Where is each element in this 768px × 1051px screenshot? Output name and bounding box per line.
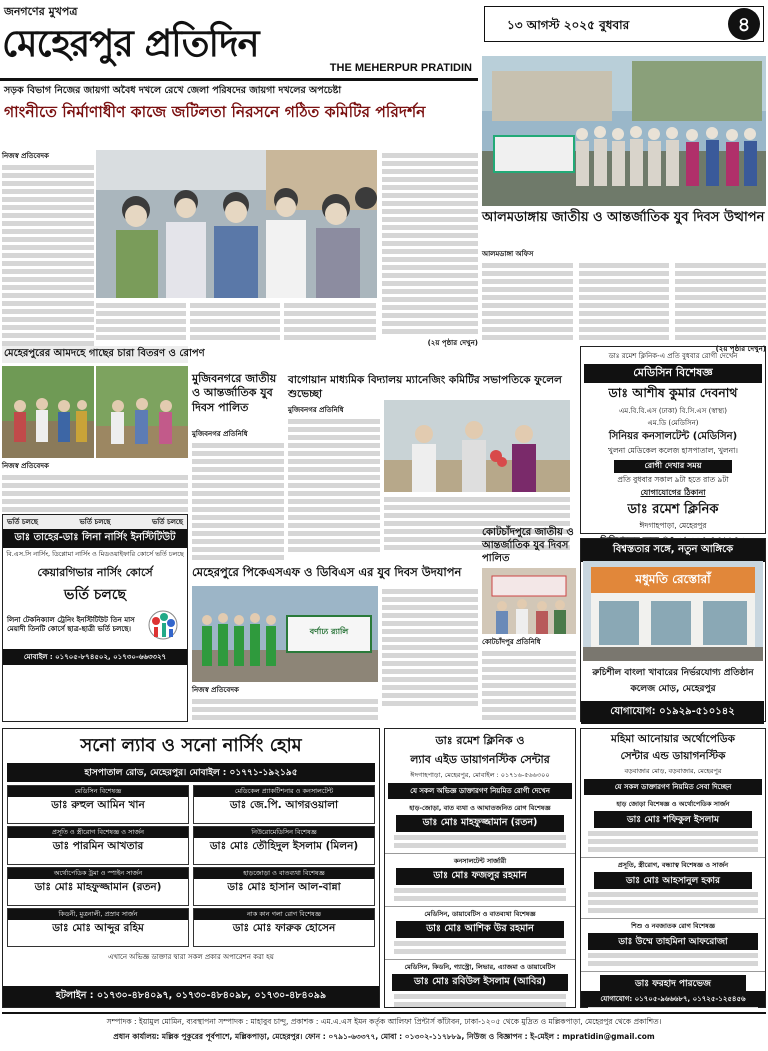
- mohima-address: বড়বাজার মোড়, বড়বাজার, মেহেরপুর: [624, 767, 722, 775]
- lead-text-lines-5: [382, 153, 478, 334]
- ramesh-lab-doctor-0-spec: হাড়-জোড়া, বাত ব্যথা ও আঘাতজনিত রোগ বিশেষজ্ঞ: [409, 804, 551, 812]
- lead-continue: (২য় পৃষ্ঠার দেখুন): [427, 339, 478, 347]
- ramesh-lab-ad[interactable]: [384, 728, 576, 1008]
- medicine-ad-time-label: রোগী দেখার সময়: [614, 460, 732, 473]
- sono-doctor-0-name: ডাঃ রুহুল আমিন খান: [51, 799, 145, 811]
- mohima-ad[interactable]: [580, 728, 766, 1008]
- ramesh-lab-doctor-1[interactable]: [385, 854, 575, 907]
- sono-doctor-1[interactable]: [193, 785, 375, 824]
- pkf-text: [192, 699, 378, 720]
- masthead: [0, 0, 478, 80]
- youth-rally-image: [482, 56, 766, 206]
- mohima-doctor-1-degrees: [588, 892, 758, 913]
- kotchand-headline[interactable]: কোটচাঁদপুরে জাতীয় ও আন্তর্জাতিক যুব দিবস পালিত: [482, 527, 574, 564]
- pkf-photo: [192, 586, 378, 682]
- footer-line2: প্রধান কার্যালয়: মল্লিক পুকুরের পূর্বপাশে, মল্লিকপাড়া, মেহেরপুর। ফোন : ০৭৯১-৬৩৩৭৭, মোবা : ০১৩০২-১১৭৮৮৯, নিউজ ও বিজ্ঞাপন : ই-মেইল : mpratidin@gmail.com: [113, 1032, 655, 1041]
- youth-headline[interactable]: আলমডাঙ্গায় জাতীয় ও আন্তর্জাতিক যুব দিবস উত্থাপন: [482, 210, 765, 225]
- ramesh-lab-title2: ল্যাব এইড ডায়াগনস্টিক সেন্টার: [410, 753, 550, 766]
- medicine-ad-doctor: ডাঃ আশীষ কুমার দেবনাথ: [608, 385, 738, 400]
- medicine-ad-clinic: ডাঃ রমেশ ক্লিনিক: [627, 502, 719, 517]
- youth-continue: (২য় পৃষ্ঠার দেখুন): [715, 345, 766, 353]
- nursing-ribbon-3: ভর্তি চলছে: [152, 518, 183, 526]
- lead-byline: নিজস্ব প্রতিবেদক: [2, 152, 49, 160]
- top-kicker: সড়ক বিভাগ নিজের জায়গা অবৈধ দখলে রেখে জেলা পরিষদের জায়গা দখলের অপচেষ্টা: [4, 85, 342, 96]
- mohima-doctor-2-degrees: [588, 953, 758, 966]
- ramesh-lab-notice: যে সকল অভিজ্ঞ ডাক্তারগণ নিয়মিত রোগী দেখেন: [388, 783, 572, 799]
- nursing-sub: বি.এস.সি নার্সিং, ডিপ্লোমা নার্সিং ও মিডওয়াইফারি কোর্সে ভর্তি চলছে: [6, 549, 184, 558]
- mohima-doctor-2[interactable]: [581, 919, 765, 972]
- youth-byline: আলমডাঙ্গা অফিস: [482, 250, 534, 258]
- inspection-image: [96, 150, 377, 298]
- sono-doctor-5-name: ডাঃ মোঃ হাসান আল-বান্না: [227, 881, 341, 893]
- lead-body-col5: [382, 150, 478, 347]
- ramesh-lab-doctor-3[interactable]: [385, 960, 575, 1012]
- sono-hotline[interactable]: হটলাইন : ০১৭৩০-৪৮৪০৯৭, ০১৭৩০-৪৮৪০৯৮, ০১৭৩০-৪৮৪০৯৯: [3, 986, 379, 1007]
- sono-doctor-5-spec: হাড়জোড়া ও বাতব্যথা বিশেষজ্ঞ: [194, 868, 374, 879]
- youth-body: [482, 248, 766, 353]
- ramesh-lab-doctor-2[interactable]: [385, 907, 575, 960]
- sono-doctor-grid: [3, 783, 379, 949]
- nursing-ad[interactable]: [2, 514, 188, 722]
- plant-byline: নিজস্ব প্রতিবেদক: [2, 462, 49, 470]
- nursing-ribbon: [3, 515, 187, 529]
- mohima-doctor-0-degrees: [588, 831, 758, 852]
- ramesh-lab-doctor-3-degrees: [394, 994, 566, 1007]
- mohima-doctor-0-spec: হাড় জোড়া বিশেষজ্ঞ ও অর্থোপেডিক সার্জন: [616, 800, 730, 808]
- sono-doctor-0[interactable]: [7, 785, 189, 824]
- sono-doctor-7[interactable]: [193, 908, 375, 947]
- medicine-ad-post: সিনিয়র কনসালটেন্ট (মেডিসিন): [608, 431, 738, 442]
- nursing-logo-icon: [143, 607, 183, 643]
- sono-doctor-7-name: ডাঃ মোঃ ফারুক হোসেন: [232, 922, 336, 934]
- pkf-body: [192, 684, 378, 722]
- masthead-title: মেহেরপুর প্রতিদিন: [2, 21, 259, 65]
- nursing-contact[interactable]: মোবাইল : ০১৭০৫-৮৭৪৫০২, ০১৭৩০-৬৬৩৩২৭: [3, 649, 187, 665]
- nursing-ribbon-1: ভর্তি চলছে: [7, 518, 38, 526]
- bagoyan-photo: [384, 400, 570, 492]
- sono-doctor-4[interactable]: [7, 867, 189, 906]
- sono-doctor-3-spec: নিউরোমেডিসিন বিশেষজ্ঞ: [194, 827, 374, 838]
- pkf-byline: নিজস্ব প্রতিবেদক: [192, 686, 239, 694]
- sono-doctor-1-spec: মেডিকেল প্র্যাকটিশনার ও কনসালটেন্ট: [194, 786, 374, 797]
- issue-date: ১৩ আগস্ট ২০২৫ বুধবার: [507, 18, 630, 32]
- ramesh-lab-doctor-0-degrees: [394, 835, 566, 848]
- youth-text-c: [675, 260, 766, 343]
- restaurant-header: বিশ্বস্ততার সঙ্গে, নতুন আঙ্গিকে: [581, 539, 765, 562]
- ramesh-lab-doctor-1-name: ডাঃ মোঃ ফজলুর রহমান: [396, 868, 564, 885]
- mujib-headline[interactable]: মুজিবনগরে জাতীয় ও আন্তর্জাতিক যুব দিবস পালিত: [192, 372, 277, 414]
- pkf-headline[interactable]: মেহেরপুরে পিকেএসএফ ও ডিবিএস এর যুব দিবস উদযাপন: [192, 565, 462, 579]
- sono-doctor-6-name: ডাঃ মোঃ আব্দুর রহিম: [52, 922, 144, 934]
- ramesh-lab-doctor-2-name: ডাঃ মোঃ আশিক উর রহমান: [396, 921, 564, 938]
- sono-note: এখানে অভিজ্ঞ ডাক্তার দ্বারা সকল প্রকার অপারেশন করা হয়: [108, 953, 274, 961]
- plant-image: [2, 366, 94, 458]
- restaurant-sign: মধুমতি রেস্তোরাঁ: [635, 572, 711, 586]
- ramesh-lab-doctor-1-spec: কনসালটেন্ট সার্জারী: [453, 857, 507, 865]
- bagoyan-byline-col: [288, 404, 380, 554]
- restaurant-desc: রুচিশীল বাংলা খাবারের নির্ভরযোগ্য প্রতিষ্ঠান: [592, 668, 754, 678]
- ramesh-lab-doctor-3-spec: মেডিসিন, কিডনি, গ্যাস্ট্রো, লিভার, এ্যাজমা ও ডায়াবেটিস: [404, 963, 556, 971]
- restaurant-phone[interactable]: যোগাযোগ: ০১৯২৯-৫১০১৪২: [581, 701, 764, 724]
- mohima-title: মহিমা আনোয়ার অর্থোপেডিক: [611, 733, 735, 745]
- plant-photo: [2, 366, 94, 458]
- medicine-ad-line1: ডাঃ রমেশ ক্লিনিক-এ প্রতি বুধবার রোগী দেখেন: [608, 352, 738, 360]
- medicine-ad-hospital: খুলনা মেডিকেল কলেজ হাসপাতাল, খুলনা।: [608, 446, 738, 455]
- sono-doctor-2-spec: প্রসূতি ও স্ত্রীরোগ বিশেষজ্ঞ ও সার্জন: [8, 827, 188, 838]
- lead-text-lines: [2, 165, 94, 346]
- kotchand-byline: কোটচাঁদপুর প্রতিনিধি: [482, 638, 541, 646]
- mohima-doctor-0[interactable]: [581, 797, 765, 858]
- sono-doctor-1-name: ডাঃ জে.পি. আগরওয়ালা: [229, 799, 339, 811]
- sono-doctor-7-spec: নাক কান গলা রোগ বিশেষজ্ঞ: [194, 909, 374, 920]
- medicine-ad-clinic-address: ঈদগাহপাড়া, মেহেরপুর: [639, 521, 707, 530]
- mujib-text: [192, 443, 284, 560]
- plant-image-2: [96, 366, 188, 458]
- restaurant-ad[interactable]: [580, 538, 766, 722]
- masthead-tagline: জনগণের মুখপত্র: [4, 5, 78, 18]
- nursing-inst: লিনা টেকনিক্যাল ট্রেনিং ইনস্টিটিউট তিন মাস মেয়াদী তিনটি কোর্সে ছাত্র-ছাত্রী ভর্তি চলছে।: [7, 615, 135, 633]
- nursing-title: ডাঃ তাহের-ডাঃ লিনা নার্সিং ইনস্টিটিউট: [3, 529, 187, 548]
- sono-doctor-3[interactable]: [193, 826, 375, 865]
- plant-headline[interactable]: মেহেরপুরের আমদহে গাছের চারা বিতরণ ও রোপণ: [2, 346, 188, 363]
- kotchand-image: [482, 568, 576, 634]
- masthead-rule: [0, 78, 478, 81]
- kotchand-photo: [482, 568, 576, 634]
- bagoyan-text: [288, 419, 380, 552]
- sono-ad[interactable]: [2, 728, 380, 1008]
- ramesh-lab-address: ঈদগাহপাড়া, মেহেরপুর, মোবাইল : ০১৭১৬-৫৬৬৩০০: [410, 771, 550, 779]
- lead-body-col2: [96, 300, 186, 344]
- page-number: ৪: [728, 8, 760, 40]
- sono-doctor-3-name: ডাঃ মোঃ তৌহিদুল ইসলাম (মিলন): [209, 840, 359, 852]
- nursing-course: কেয়ারগিভার নার্সিং কোর্সে: [37, 565, 153, 579]
- sono-doctor-6[interactable]: [7, 908, 189, 947]
- footer-line1: সম্পাদক : ইয়ামুল মোমিন, ব্যবস্থাপনা সম্পাদক : মাহাবুব চান্দু, প্রকাশক : এম.এ.এস ইমন কর্তৃক আলিফা প্রিন্টার্স কাঁটাবন, ঢাকা-১২০৫ থেকে মুদ্রিত ও মল্লিকপাড়া, মেহেরপুর থেকে প্রকাশিত।: [106, 1017, 662, 1026]
- lead-body-col1: [2, 150, 94, 342]
- medicine-ad[interactable]: [580, 346, 766, 534]
- mohima-notice: যে সকল ডাক্তারগণ নিয়মিত সেবা দিচ্ছেন: [584, 779, 762, 795]
- mohima-doctor-0-name: ডাঃ মোঃ শফিকুল ইসলাম: [594, 811, 752, 828]
- medicine-ad-title: মেডিসিন বিশেষজ্ঞ: [584, 364, 762, 383]
- lead-body-col3: [190, 300, 280, 344]
- rally-banner: বর্ণাঢ্য র‌্যালি: [309, 627, 349, 636]
- sono-doctor-2-name: ডাঃ পারমিন আখতার: [52, 840, 144, 852]
- restaurant-place: কলেজ মোড়, মেহেরপুর: [630, 684, 716, 694]
- ramesh-lab-title: ডাঃ রমেশ ক্লিনিক ও: [435, 734, 525, 747]
- youth-text-b: [579, 260, 670, 343]
- medicine-ad-degree2: এম.ডি (মেডিসিন): [647, 419, 699, 427]
- mohima-doctor-1[interactable]: [581, 858, 765, 919]
- ramesh-lab-doctor-2-degrees: [394, 941, 566, 954]
- sono-doctor-5[interactable]: [193, 867, 375, 906]
- sono-doctor-0-spec: মেডিসিন বিশেষজ্ঞ: [8, 786, 188, 797]
- medicine-ad-time: প্রতি বুধবার সকাল ৯টা হতে রাত ৯টা: [617, 475, 729, 484]
- sono-title: সনো ল্যাব ও সনো নার্সিং হোম: [80, 735, 302, 756]
- mohima-doctor-3-name: ডাঃ ফরহাদ পারভেজ: [600, 975, 746, 992]
- bagoyan-headline[interactable]: বাগোয়ান মাধ্যমিক বিদ্যালয় ম্যানেজিং কমিটির সভাপতিকে ফুলেল শুভেচ্ছা: [288, 374, 562, 400]
- plant-text: [2, 475, 188, 512]
- nursing-ribbon-2: ভর্তি চলছে: [79, 518, 111, 526]
- lead-headline[interactable]: গাংনীতে নির্মাণাধীণ কাজে জটিলতা নিরসনে গঠিত কমিটির পরিদর্শন: [4, 103, 426, 121]
- mujib-byline: মুজিবনগর প্রতিনিধি: [192, 430, 248, 438]
- mohima-doctor-1-name: ডাঃ মোঃ আহসানুল হকার: [594, 872, 752, 889]
- footer-imprint: [2, 1012, 766, 1049]
- youth-text-a: [482, 260, 573, 343]
- bagoyan-byline: মুজিবনগর প্রতিনিধি: [288, 406, 344, 414]
- bagoyan-image: [384, 400, 570, 492]
- youth-rally-photo: [482, 56, 766, 206]
- kotchand-body: [482, 636, 576, 722]
- ramesh-lab-doctor-1-degrees: [394, 888, 566, 901]
- mohima-phone[interactable]: যোগাযোগ: ০১৭০৫-৯৬৬৬৮৭, ০১৭২৫-১২৫৪৫৬: [581, 991, 765, 1007]
- mohima-title2: সেন্টার এন্ড ডায়াগনস্টিক: [620, 750, 726, 762]
- date-strip: [484, 6, 764, 42]
- mujib-body: [192, 428, 284, 558]
- lead-body-col4: [284, 300, 376, 344]
- restaurant-photo: [583, 561, 763, 661]
- nursing-admit: ভর্তি চলছে: [64, 586, 126, 603]
- sono-doctor-4-spec: অর্থোপেডিক ট্রমা ও স্পাইন সার্জন: [8, 868, 188, 879]
- mohima-doctor-2-spec: শিশু ও নবজাতক রোগ বিশেষজ্ঞ: [631, 922, 715, 930]
- sono-doctor-4-name: ডাঃ মোঃ মাহফুজ্জামান (রতন): [34, 881, 162, 893]
- plant-photo-2: [96, 366, 188, 458]
- mohima-doctor-2-name: ডাঃ উম্মে তাহমিনা আফরোজা: [588, 933, 758, 950]
- pkf-text-2: [382, 586, 478, 720]
- ramesh-lab-doctor-0-name: ডাঃ মোঃ মাহফুজ্জামান (রতন): [396, 815, 564, 832]
- medicine-ad-degree: এম.বি.বি.এস (ঢাকা) বি.সি.এস (স্বাস্থ্য): [618, 407, 728, 415]
- sono-address: হাসপাতাল রোড, মেহেরপুর। মোবাইল : ০১৭৭১-১৯২১৯৫: [7, 763, 375, 782]
- sono-doctor-6-spec: কিডনী, মুত্রনালী, প্রস্রাব সার্জন: [8, 909, 188, 920]
- sono-doctor-2[interactable]: [7, 826, 189, 865]
- kotchand-text: [482, 651, 576, 720]
- lead-photo: [96, 150, 377, 298]
- mohima-doctor-1-spec: প্রসূতি, স্ত্রীরোগ, বন্ধ্যাত্ব বিশেষজ্ঞ ও সার্জন: [617, 861, 729, 869]
- medicine-ad-place-label: যোগাযোগের ঠিকানা: [640, 488, 706, 497]
- ramesh-lab-doctor-2-spec: মেডিসিন, ডায়াবেটিস ও বাতব্যথা বিশেষজ্ঞ: [424, 910, 536, 918]
- ramesh-lab-doctor-3-name: ডাঃ মোঃ রবিউল ইসলাম (আবির): [392, 974, 568, 991]
- masthead-english-name: THE MEHERPUR PRATIDIN: [329, 62, 472, 74]
- plant-body: [2, 460, 188, 508]
- ramesh-lab-doctor-0[interactable]: [385, 801, 575, 854]
